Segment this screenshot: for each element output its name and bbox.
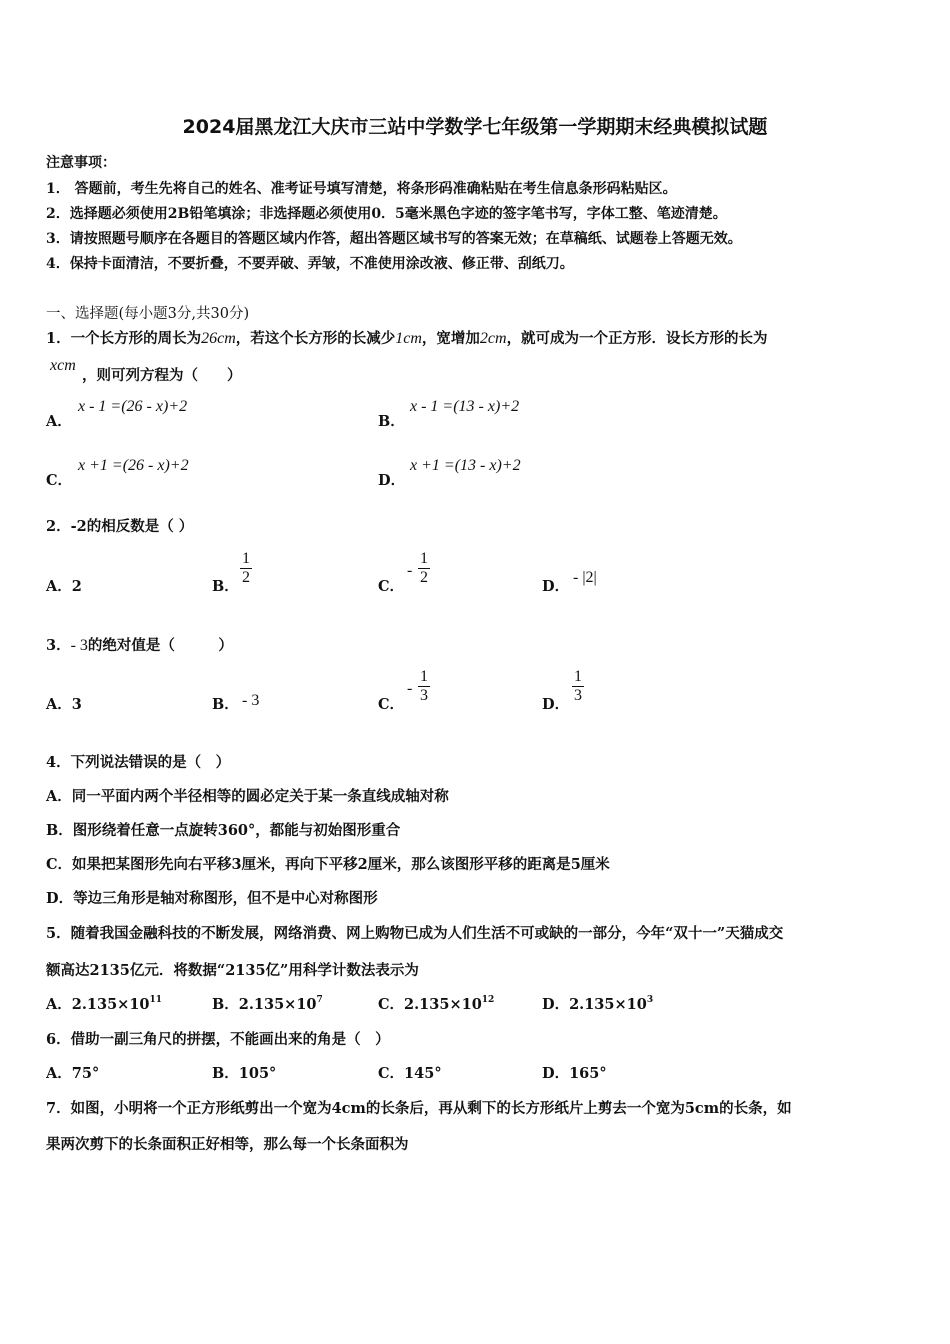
q1-math: 1cm <box>395 330 422 347</box>
option-label: A． <box>46 996 72 1013</box>
notice-item: 3．请按照题号顺序在各题目的答题区域内作答，超出答题区域书写的答案无效；在草稿纸、试题卷上答题无效。 <box>46 231 742 247</box>
q1-option-a: x - 1 =(26 - x)+2 <box>78 398 188 415</box>
q1-option-b-label: B． <box>378 413 405 430</box>
q4-option-a: A．同一平面内两个半径相等的圆必定关于某一条直线成轴对称 <box>46 788 449 805</box>
question-7-line-1: 7．如图，小明将一个正方形纸剪出一个宽为4cm的长条后，再从剩下的长方形纸片上剪去一个宽为5cm的长条，如 <box>46 1100 792 1117</box>
q2-option-d-label: D． <box>542 578 570 595</box>
section-heading: 一、选择题(每小题3分,共30分) <box>46 306 250 322</box>
question-6: 6．借助一副三角尺的拼摆，不能画出来的角是（ ） <box>46 1031 390 1048</box>
q6-option-c <box>378 1062 442 1083</box>
option-label: C． <box>378 996 405 1013</box>
q6-option-b <box>212 1062 276 1083</box>
question-2: 2．-2的相反数是（ ） <box>46 518 194 535</box>
option-label: D． <box>542 1065 570 1082</box>
q1-text: ，就可成为一个正方形．设长方形的长为 <box>506 330 768 347</box>
q1-text: ，若这个长方形的长减少 <box>235 330 396 347</box>
q2-option-a <box>46 575 82 596</box>
option-base: 2.135×10 <box>404 996 482 1013</box>
q3-option-b-label: B． <box>212 696 239 713</box>
denominator: 2 <box>242 569 250 586</box>
q1-option-c: x +1 =(26 - x)+2 <box>78 457 189 474</box>
q5-option-d <box>542 993 653 1014</box>
question-5-line-1: 5．随着我国金融科技的不断发展，网络消费、网上购物已成为人们生活不可或缺的一部分，今年“双十一”天猫成交 <box>46 925 784 942</box>
q5-option-b <box>212 993 323 1014</box>
option-exponent: 12 <box>481 995 495 1005</box>
q1-option-c-label: C． <box>46 472 73 489</box>
q5-option-c <box>378 993 494 1014</box>
numerator: 1 <box>420 668 428 685</box>
q3-option-d-label: D． <box>542 696 570 713</box>
option-label: A． <box>46 696 72 713</box>
q2-option-b-label: B． <box>212 578 239 595</box>
option-label: A． <box>46 578 72 595</box>
q1-var: xcm <box>50 357 76 374</box>
option-label: C． <box>378 1065 405 1082</box>
numerator: 1 <box>242 550 250 567</box>
q4-option-c: C．如果把某图形先向右平移3厘米，再向下平移2厘米，那么该图形平移的距离是5厘米 <box>46 856 610 873</box>
q1-math: 2cm <box>479 330 507 347</box>
question-7-line-2: 果两次剪下的长条面积正好相等，那么每一个长条面积为 <box>46 1136 409 1153</box>
option-base: 2.135×10 <box>569 996 647 1013</box>
q3-text: 的绝对值是（ ） <box>87 637 233 654</box>
q1-option-a-label: A． <box>46 413 72 430</box>
q2-option-b-fraction <box>240 550 252 587</box>
option-label: D． <box>542 996 570 1013</box>
notice-item: 4．保持卡面清洁，不要折叠，不要弄破、弄皱，不准使用涂改液、修正带、刮纸刀。 <box>46 256 574 272</box>
q1-math: 26cm <box>201 330 236 347</box>
notice-heading: 注意事项： <box>46 155 116 171</box>
q3-option-d-fraction <box>572 668 584 705</box>
denominator: 3 <box>574 687 582 704</box>
q3-option-c-label: C． <box>378 696 405 713</box>
notice-item: 1． 答题前，考生先将自己的姓名、准考证号填写清楚，将条形码准确粘贴在考生信息条形码粘贴区。 <box>46 181 677 197</box>
option-base: 2.135×10 <box>71 996 150 1013</box>
option-value: 75° <box>71 1065 100 1082</box>
q1-text: ，宽增加 <box>421 330 480 347</box>
option-label: A． <box>46 1065 72 1082</box>
option-base: 2.135×10 <box>238 996 317 1013</box>
q2-option-c-sign: - <box>407 562 413 579</box>
question-3 <box>46 634 233 655</box>
q2-option-c-label: C． <box>378 578 405 595</box>
numerator: 1 <box>420 550 428 567</box>
q5-option-a <box>46 993 162 1014</box>
option-exponent: 7 <box>316 995 323 1005</box>
option-value: 105° <box>238 1065 277 1082</box>
option-value: 165° <box>569 1065 607 1082</box>
option-exponent: 11 <box>149 995 163 1005</box>
q1-option-d-label: D． <box>378 472 406 489</box>
option-label: B． <box>212 996 239 1013</box>
q3-option-c-sign: - <box>407 680 413 697</box>
option-value: 145° <box>404 1065 442 1082</box>
q3-option-c-fraction <box>418 668 430 705</box>
denominator: 3 <box>420 687 428 704</box>
option-value: 3 <box>71 696 82 713</box>
page-title: 2024届黑龙江大庆市三站中学数学七年级第一学期期末经典模拟试题 <box>182 116 768 138</box>
question-4: 4．下列说法错误的是（ ） <box>46 754 231 771</box>
q1-option-b: x - 1 =(13 - x)+2 <box>410 398 520 415</box>
q1-text: 1．一个长方形的周长为 <box>46 330 202 347</box>
option-value: 2 <box>71 578 82 595</box>
question-5-line-2: 额高达2135亿元．将数据“2135亿”用科学计数法表示为 <box>46 962 419 979</box>
q6-option-a <box>46 1062 99 1083</box>
q3-text: 3． <box>46 637 71 654</box>
option-exponent: 3 <box>646 995 654 1005</box>
q4-option-d: D．等边三角形是轴对称图形，但不是中心对称图形 <box>46 890 378 907</box>
q2-option-d: - |2| <box>573 569 597 586</box>
q3-option-b: - 3 <box>242 692 260 709</box>
question-1-line-1 <box>46 327 768 348</box>
q4-option-b: B．图形绕着任意一点旋转360°，都能与初始图形重合 <box>46 822 401 839</box>
q2-option-c-fraction <box>418 550 430 587</box>
numerator: 1 <box>574 668 582 685</box>
notice-item: 2．选择题必须使用2B铅笔填涂；非选择题必须使用0．5毫米黑色字迹的签字笔书写，字体工整、笔迹清楚。 <box>46 206 727 222</box>
q6-option-d <box>542 1062 607 1083</box>
q1-line-2: ，则可列方程为（ ） <box>82 367 242 384</box>
q3-option-a <box>46 693 82 714</box>
q1-option-d: x +1 =(13 - x)+2 <box>410 457 521 474</box>
q3-math: - 3 <box>70 637 88 654</box>
denominator: 2 <box>420 569 428 586</box>
option-label: B． <box>212 1065 239 1082</box>
